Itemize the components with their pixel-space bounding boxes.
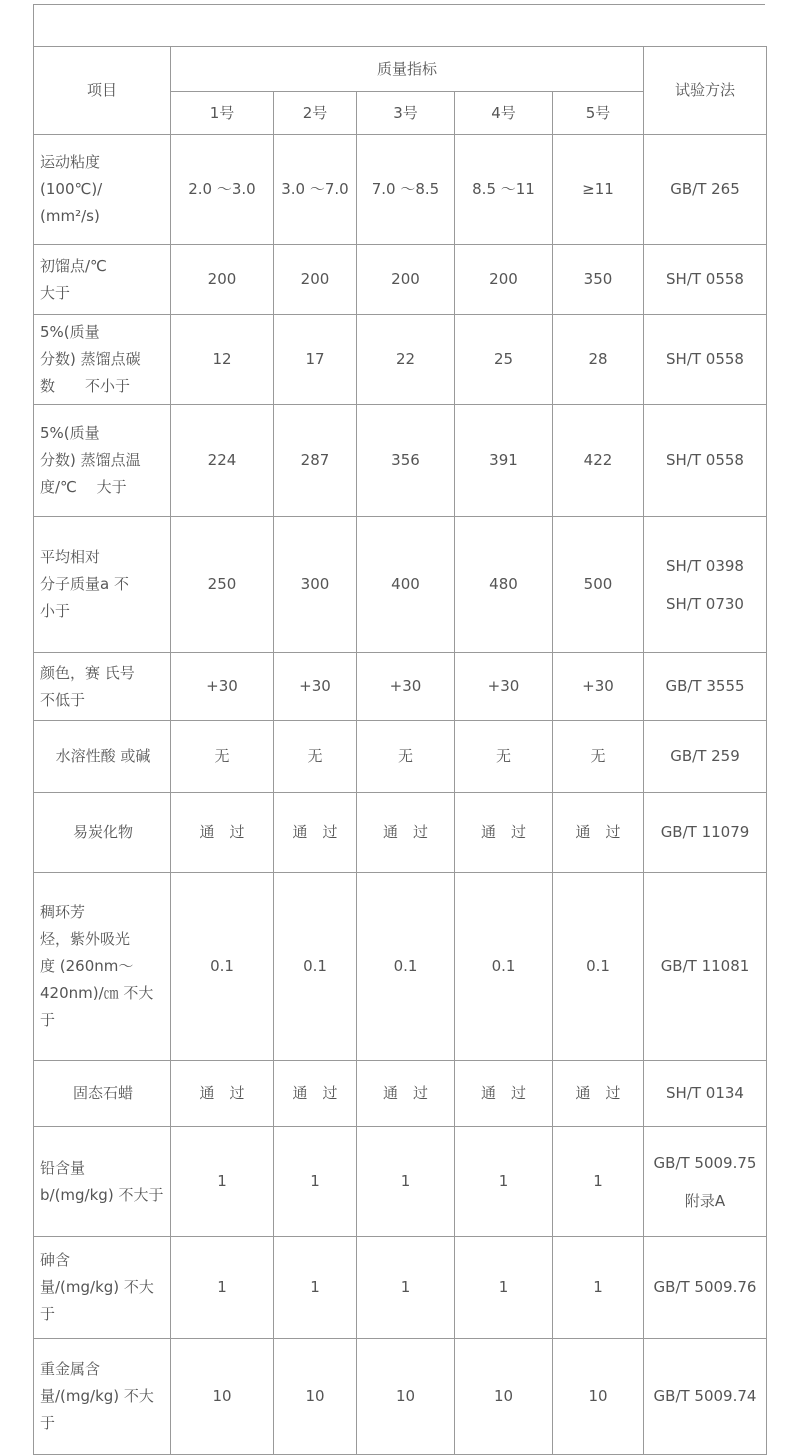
row-label-line: 小于 — [40, 602, 71, 620]
grade-value: 1 — [357, 1237, 455, 1339]
grade-value: 480 — [455, 517, 553, 653]
grade-value: 1 — [455, 1127, 553, 1237]
grade-2: 2号 — [274, 92, 357, 135]
table-row — [34, 405, 767, 517]
grade-value: 356 — [357, 405, 455, 517]
grade-value: 10 — [171, 1339, 274, 1455]
grade-value: 通 过 — [171, 793, 274, 873]
row-label-line: 分数) 蒸馏点温 — [40, 451, 141, 469]
grade-value: 通 过 — [455, 1061, 553, 1127]
test-method — [644, 721, 767, 793]
row-label-line: 420nm)/㎝ 不大于 — [40, 984, 154, 1029]
row-label — [34, 793, 171, 873]
quality-spec-table — [33, 46, 767, 1455]
grade-value: 10 — [553, 1339, 644, 1455]
test-method — [644, 1339, 767, 1455]
grade-value: 通 过 — [455, 793, 553, 873]
row-label-line: 初馏点/℃ — [40, 256, 107, 275]
grade-value: 7.0 ～8.5 — [357, 135, 455, 245]
test-method — [644, 315, 767, 405]
grade-value: 500 — [553, 517, 644, 653]
grade-value: 0.1 — [171, 873, 274, 1061]
test-method — [644, 1237, 767, 1339]
grade-value: 10 — [357, 1339, 455, 1455]
row-label-line: 水溶性酸 或碱 — [55, 747, 151, 765]
grade-value: 22 — [357, 315, 455, 405]
row-label-line: 量/(mg/kg) 不大于 — [40, 1387, 154, 1432]
grade-value: 17 — [274, 315, 357, 405]
table-row — [34, 1339, 767, 1455]
row-label — [34, 873, 171, 1061]
grade-value: 0.1 — [553, 873, 644, 1061]
test-method-line: SH/T 0134 — [666, 1084, 744, 1102]
test-method — [644, 873, 767, 1061]
row-label-line: (100℃)/ (mm²/s) — [40, 180, 103, 225]
test-method — [644, 517, 767, 653]
row-label-line: 重金属含 — [40, 1360, 101, 1378]
test-method-line: GB/T 11081 — [660, 957, 750, 975]
grade-value: 0.1 — [455, 873, 553, 1061]
grade-value: 1 — [553, 1237, 644, 1339]
table-row — [34, 135, 767, 245]
grade-value: 200 — [357, 245, 455, 315]
grade-value: 通 过 — [553, 1061, 644, 1127]
grade-value: +30 — [171, 653, 274, 721]
row-label-line: 5%(质量 — [40, 424, 100, 442]
grade-value: +30 — [553, 653, 644, 721]
test-method-line: GB/T 5009.76 — [653, 1278, 757, 1296]
test-method — [644, 653, 767, 721]
table-row — [34, 1127, 767, 1237]
grade-value: 350 — [553, 245, 644, 315]
grade-value: +30 — [455, 653, 553, 721]
row-label-line: 大于 — [40, 283, 71, 302]
grade-1: 1号 — [171, 92, 274, 135]
row-label-line: 运动粘度 — [40, 153, 101, 171]
row-label — [34, 245, 171, 315]
table-row — [34, 653, 767, 721]
table-row — [34, 315, 767, 405]
grade-value: 1 — [357, 1127, 455, 1237]
table-row — [34, 873, 767, 1061]
grade-value: 287 — [274, 405, 357, 517]
row-label — [34, 1237, 171, 1339]
grade-value: 25 — [455, 315, 553, 405]
test-method-line: GB/T 259 — [670, 747, 740, 765]
grade-value: 224 — [171, 405, 274, 517]
grade-value: 300 — [274, 517, 357, 653]
table-row — [34, 1237, 767, 1339]
grade-value: 28 — [553, 315, 644, 405]
table-row — [34, 517, 767, 653]
row-label-line: 度 (260nm～ — [40, 957, 134, 975]
table-row — [34, 245, 767, 315]
grade-value: 无 — [455, 721, 553, 793]
row-label — [34, 653, 171, 721]
grade-value: 1 — [171, 1127, 274, 1237]
row-label-line: 稠环芳 — [40, 903, 86, 921]
header-item: 项目 — [34, 47, 171, 135]
test-method-line: 附录A — [684, 1191, 726, 1210]
grade-value: 400 — [357, 517, 455, 653]
grade-value: 250 — [171, 517, 274, 653]
test-method-line: GB/T 5009.74 — [653, 1387, 757, 1405]
test-method — [644, 245, 767, 315]
row-label — [34, 721, 171, 793]
table-row — [34, 1061, 767, 1127]
grade-4: 4号 — [455, 92, 553, 135]
grade-value: 0.1 — [357, 873, 455, 1061]
test-method-line: SH/T 0398 — [666, 556, 744, 575]
grade-value: 200 — [274, 245, 357, 315]
grade-value: 通 过 — [274, 1061, 357, 1127]
row-label — [34, 315, 171, 405]
row-label-line: 5%(质量 — [40, 323, 100, 341]
test-method-line: GB/T 3555 — [665, 677, 745, 695]
header-row — [34, 47, 767, 92]
row-label-line: 平均相对 — [40, 548, 101, 566]
row-label-line: 分数) 蒸馏点碳 — [40, 350, 141, 368]
test-method-line: GB/T 11079 — [660, 823, 750, 841]
row-label-line: b/(mg/kg) 不大于 — [40, 1185, 164, 1204]
grade-value: 通 过 — [274, 793, 357, 873]
row-label — [34, 1339, 171, 1455]
grade-value: 10 — [274, 1339, 357, 1455]
row-label-line: 颜色，赛 氏号 — [40, 663, 135, 682]
row-label-line: 砷含 — [40, 1251, 71, 1269]
row-label-line: 不低于 — [40, 690, 86, 709]
test-method-line: GB/T 265 — [670, 180, 740, 198]
test-method — [644, 793, 767, 873]
test-method — [644, 1061, 767, 1127]
grade-value: 391 — [455, 405, 553, 517]
grade-value: 通 过 — [171, 1061, 274, 1127]
header-method: 试验方法 — [644, 47, 767, 135]
row-label-line: 量/(mg/kg) 不大于 — [40, 1278, 154, 1323]
grade-value: 无 — [553, 721, 644, 793]
row-label — [34, 1061, 171, 1127]
grade-value: +30 — [357, 653, 455, 721]
grade-value: 1 — [274, 1127, 357, 1237]
row-label-line: 分子质量a 不 — [40, 575, 129, 593]
row-label-line: 数 不小于 — [40, 377, 131, 395]
grade-3: 3号 — [357, 92, 455, 135]
grade-value: 通 过 — [357, 793, 455, 873]
table-row — [34, 793, 767, 873]
grade-value: 12 — [171, 315, 274, 405]
table-row — [34, 721, 767, 793]
row-label-line: 铅含量 — [40, 1158, 86, 1177]
row-label — [34, 1127, 171, 1237]
grade-value: 1 — [171, 1237, 274, 1339]
header-quality: 质量指标 — [171, 47, 644, 92]
grade-value: 200 — [455, 245, 553, 315]
grade-value: 422 — [553, 405, 644, 517]
grade-value: +30 — [274, 653, 357, 721]
test-method — [644, 135, 767, 245]
grade-value: 0.1 — [274, 873, 357, 1061]
grade-value: 1 — [274, 1237, 357, 1339]
grade-value: 3.0 ～7.0 — [274, 135, 357, 245]
test-method-line: SH/T 0558 — [666, 270, 744, 288]
grade-value: 1 — [455, 1237, 553, 1339]
grade-value: 通 过 — [553, 793, 644, 873]
grade-value: 无 — [357, 721, 455, 793]
grade-value: ≥11 — [553, 135, 644, 245]
grade-5: 5号 — [553, 92, 644, 135]
row-label-line: 烃，紫外吸光 — [40, 930, 131, 948]
test-method — [644, 1127, 767, 1237]
row-label — [34, 517, 171, 653]
grade-value: 无 — [171, 721, 274, 793]
row-label — [34, 405, 171, 517]
grade-value: 10 — [455, 1339, 553, 1455]
row-label-line: 易炭化物 — [72, 823, 133, 841]
grade-value: 通 过 — [357, 1061, 455, 1127]
test-method-line: SH/T 0558 — [666, 350, 744, 368]
test-method-line: SH/T 0558 — [666, 451, 744, 469]
row-label-line: 固态石蜡 — [72, 1084, 133, 1102]
grade-value: 2.0 ～3.0 — [171, 135, 274, 245]
row-label-line: 度/℃ 大于 — [40, 478, 127, 496]
test-method-line: GB/T 5009.75 — [653, 1153, 757, 1172]
grade-value: 无 — [274, 721, 357, 793]
grade-value: 8.5 ～11 — [455, 135, 553, 245]
grade-value: 1 — [553, 1127, 644, 1237]
test-method — [644, 405, 767, 517]
row-label — [34, 135, 171, 245]
test-method-line: SH/T 0730 — [666, 594, 744, 613]
grade-value: 200 — [171, 245, 274, 315]
